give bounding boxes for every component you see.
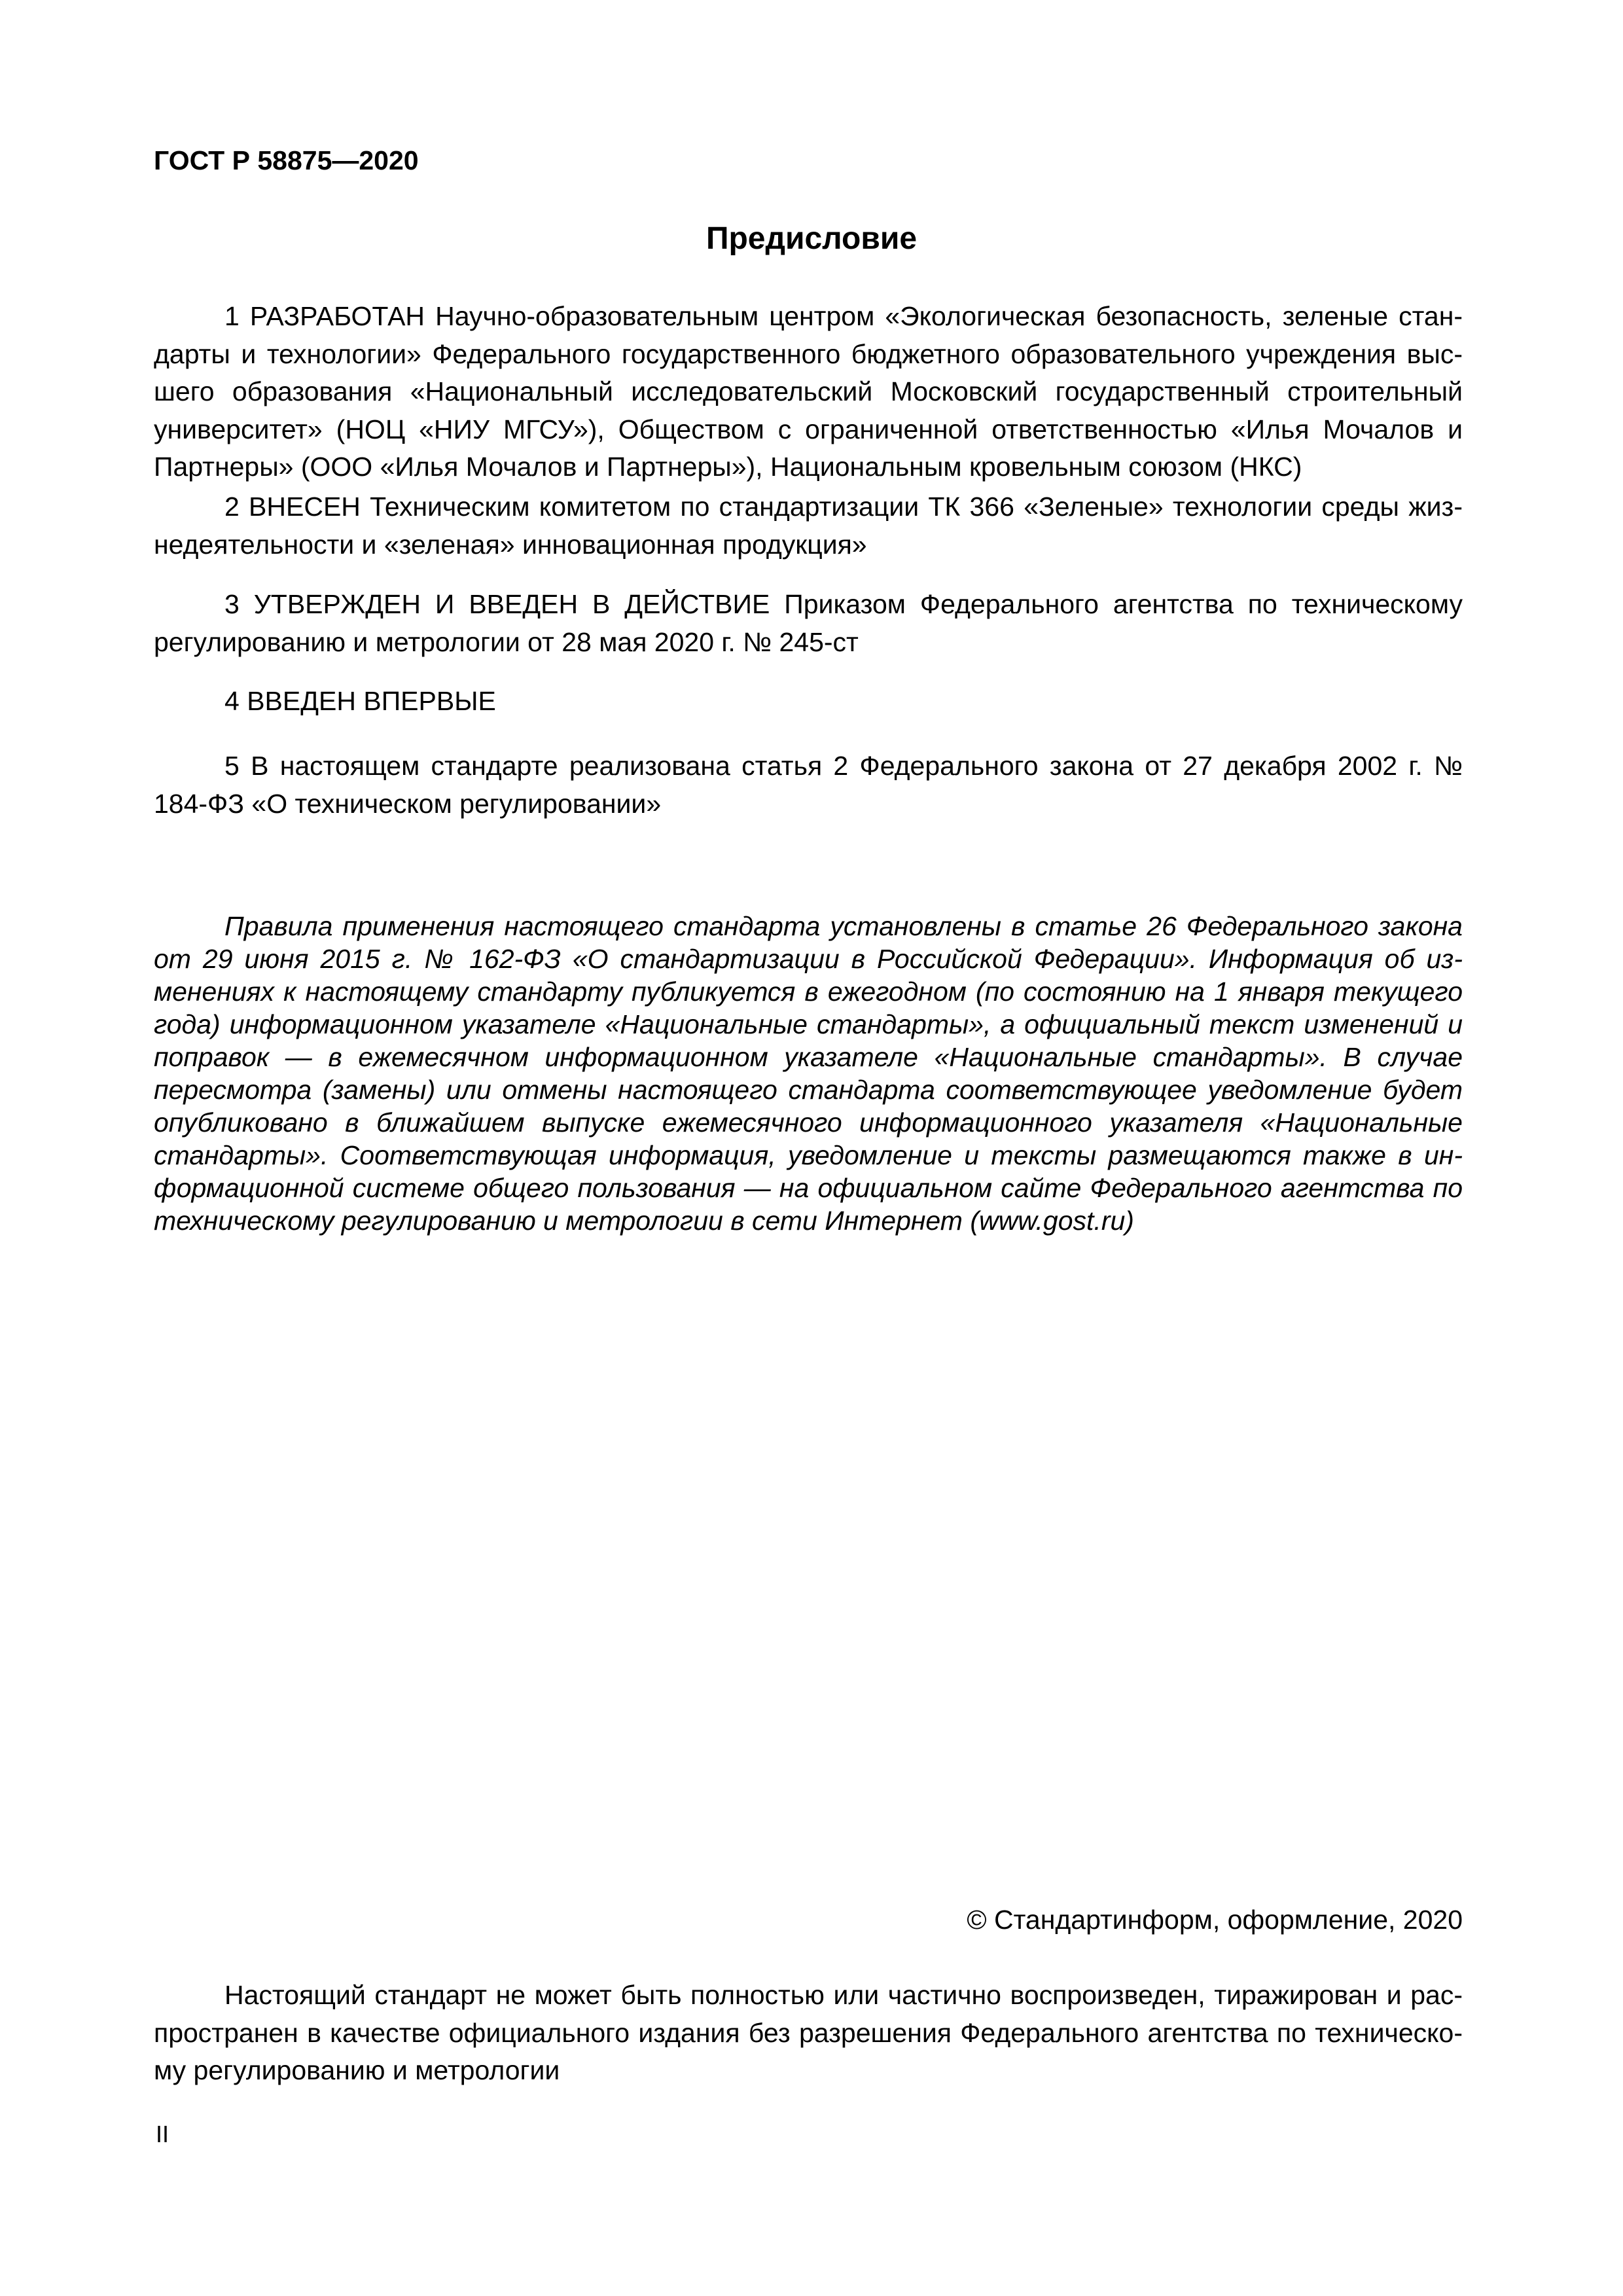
page-number: II — [156, 2121, 169, 2147]
foreword-item-2: 2 ВНЕСЕН Техническим комитетом по стандартизации ТК 366 «Зеленые» технологии среды жизнедеятельности и «зеленая» инновационная продукция» — [154, 492, 1463, 560]
document-code: ГОСТ Р 58875—2020 — [154, 145, 419, 175]
reproduction-notice: Настоящий стандарт не может быть полностью или частично воспроизведен, тиражирован и распространен в качестве официального издания без разрешения Федерального агентства по техническому регулированию и метрологии — [154, 1980, 1463, 2085]
section-title: Предисловие — [705, 221, 918, 256]
copyright-notice: © Стандартинформ, оформление, 2020 — [967, 1905, 1463, 1935]
foreword-item-5: 5 В настоящем стандарте реализована статья 2 Федерального закона от 27 декабря 2002 г. № 184-ФЗ «О техническом регулировании» — [154, 751, 1463, 819]
foreword-item-3: 3 УТВЕРЖДЕН И ВВЕДЕН В ДЕЙСТВИЕ Приказом Федерального агентства по техническому регулированию и метрологии от 28 мая 2020 г. № 245-ст — [154, 589, 1463, 657]
foreword-item-4: 4 ВВЕДЕН ВПЕРВЫЕ — [224, 686, 496, 716]
application-rules-note: Правила применения настоящего стандарта установлены в статье 26 Федерального закона от 29 июня 2015 г. № 162-ФЗ «О стандартизации в Российской Федерации». Информация об изменениях к настоящему стандарту публикуется в ежегодном (по состоянию на 1 января текущего года) информационном указателе «Национальные стандарты», а официальный текст изменений и поправок — в ежемесячном информационном указателе «Национальные стандарты». В случае пересмотра (замены) или отмены настоящего стандарта соответствующее уведомление будет опубликовано в ближайшем выпуске ежемесячного информационного указателя «Национальные стандарты». Соответствующая информация, уведомление и тексты размещаются также в информационной системе общего пользования — на официальном сайте Федерального агентства по техническому регулированию и метрологии в сети Интернет (www.gost.ru) — [154, 911, 1463, 1236]
foreword-item-1: 1 РАЗРАБОТАН Научно-образовательным центром «Экологическая безопасность, зеленые стандарты и технологии» Федерального государственного бюджетного образовательного учреждения высшего образования «Национальный исследовательский Московский государственный строительный университет» (НОЦ «НИУ МГСУ»), Обществом с ограниченной ответственностью «Илья Мочалов и Партнеры» (ООО «Илья Мочалов и Партнеры»), Национальным кровельным союзом (НКС) — [154, 301, 1463, 482]
